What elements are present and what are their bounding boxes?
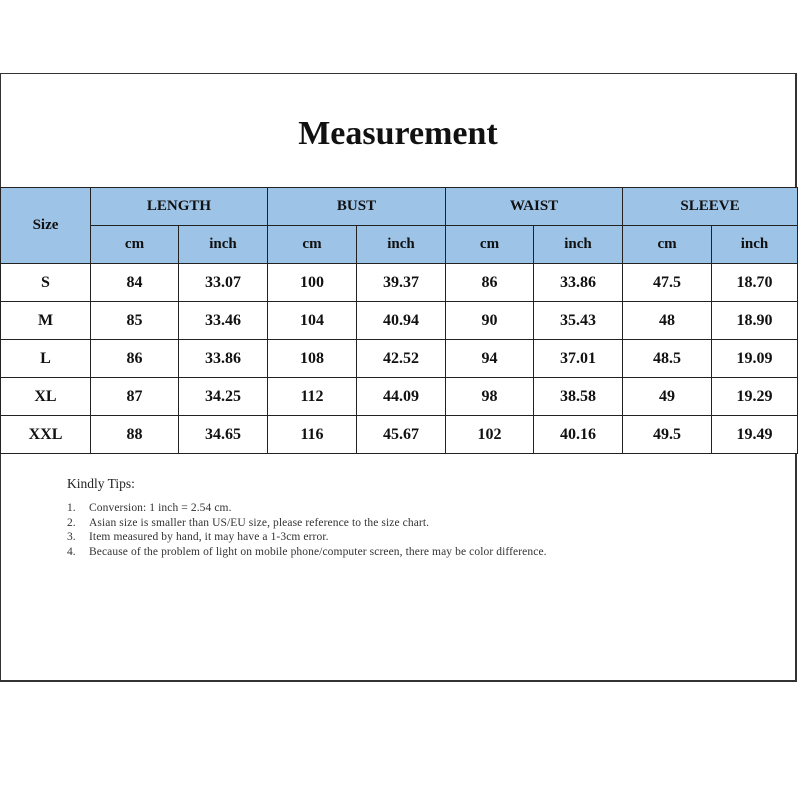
tip-item xyxy=(67,545,607,560)
unit-header: inch xyxy=(712,226,798,264)
tip-number: 2. xyxy=(67,516,76,529)
size-chart-frame xyxy=(0,73,797,682)
tip-number: 1. xyxy=(67,502,76,514)
table-row xyxy=(1,378,798,416)
value-cell: 86 xyxy=(91,340,179,378)
group-header-bust: BUST xyxy=(268,188,446,226)
value-cell: 33.46 xyxy=(179,302,268,340)
value-cell: 19.49 xyxy=(712,416,798,454)
header-row-units xyxy=(1,226,798,264)
size-cell: XXL xyxy=(1,416,91,454)
value-cell: 88 xyxy=(91,416,179,454)
size-table xyxy=(0,187,798,454)
value-cell: 34.65 xyxy=(179,416,268,454)
value-cell: 94 xyxy=(446,340,534,378)
value-cell: 85 xyxy=(91,302,179,340)
tip-item xyxy=(67,516,607,531)
size-cell: XL xyxy=(1,378,91,416)
unit-header: inch xyxy=(179,226,268,264)
value-cell: 40.16 xyxy=(534,416,623,454)
unit-header: cm xyxy=(91,226,179,264)
tip-number: 4. xyxy=(67,545,76,558)
tip-text: Because of the problem of light on mobile phone/computer screen, there may be color difference. xyxy=(89,545,547,558)
value-cell: 86 xyxy=(446,264,534,302)
value-cell: 100 xyxy=(268,264,357,302)
value-cell: 39.37 xyxy=(357,264,446,302)
value-cell: 87 xyxy=(91,378,179,416)
value-cell: 40.94 xyxy=(357,302,446,340)
tips-title: Kindly Tips: xyxy=(67,476,135,491)
table-row xyxy=(1,416,798,454)
size-column-header: Size xyxy=(1,188,91,264)
table-row xyxy=(1,264,798,302)
tip-item xyxy=(67,501,607,516)
value-cell: 18.70 xyxy=(712,264,798,302)
unit-header: inch xyxy=(534,226,623,264)
value-cell: 42.52 xyxy=(357,340,446,378)
unit-header: cm xyxy=(623,226,712,264)
kindly-tips xyxy=(67,476,607,559)
size-cell: M xyxy=(1,302,91,340)
value-cell: 84 xyxy=(91,264,179,302)
size-cell: S xyxy=(1,264,91,302)
unit-header: inch xyxy=(357,226,446,264)
value-cell: 37.01 xyxy=(534,340,623,378)
tip-item xyxy=(67,530,607,545)
value-cell: 18.90 xyxy=(712,302,798,340)
group-header-waist: WAIST xyxy=(446,188,623,226)
value-cell: 48 xyxy=(623,302,712,340)
value-cell: 33.07 xyxy=(179,264,268,302)
value-cell: 102 xyxy=(446,416,534,454)
value-cell: 90 xyxy=(446,302,534,340)
value-cell: 47.5 xyxy=(623,264,712,302)
value-cell: 19.09 xyxy=(712,340,798,378)
value-cell: 108 xyxy=(268,340,357,378)
value-cell: 45.67 xyxy=(357,416,446,454)
tip-number: 3. xyxy=(67,531,76,543)
value-cell: 104 xyxy=(268,302,357,340)
size-cell: L xyxy=(1,340,91,378)
value-cell: 49.5 xyxy=(623,416,712,454)
value-cell: 33.86 xyxy=(179,340,268,378)
tips-list xyxy=(67,501,607,559)
group-header-length: LENGTH xyxy=(91,188,268,226)
value-cell: 33.86 xyxy=(534,264,623,302)
value-cell: 98 xyxy=(446,378,534,416)
header-row-groups xyxy=(1,188,798,226)
unit-header: cm xyxy=(446,226,534,264)
unit-header: cm xyxy=(268,226,357,264)
tip-text: Asian size is smaller than US/EU size, please reference to the size chart. xyxy=(89,516,430,529)
value-cell: 38.58 xyxy=(534,378,623,416)
table-row xyxy=(1,302,798,340)
value-cell: 112 xyxy=(268,378,357,416)
value-cell: 48.5 xyxy=(623,340,712,378)
tip-text: Item measured by hand, it may have a 1-3cm error. xyxy=(89,531,329,543)
value-cell: 44.09 xyxy=(357,378,446,416)
value-cell: 35.43 xyxy=(534,302,623,340)
group-header-sleeve: SLEEVE xyxy=(623,188,798,226)
table-row xyxy=(1,340,798,378)
value-cell: 49 xyxy=(623,378,712,416)
page-title: Measurement xyxy=(298,115,498,152)
value-cell: 116 xyxy=(268,416,357,454)
value-cell: 19.29 xyxy=(712,378,798,416)
tip-text: Conversion: 1 inch = 2.54 cm. xyxy=(89,502,232,514)
value-cell: 34.25 xyxy=(179,378,268,416)
